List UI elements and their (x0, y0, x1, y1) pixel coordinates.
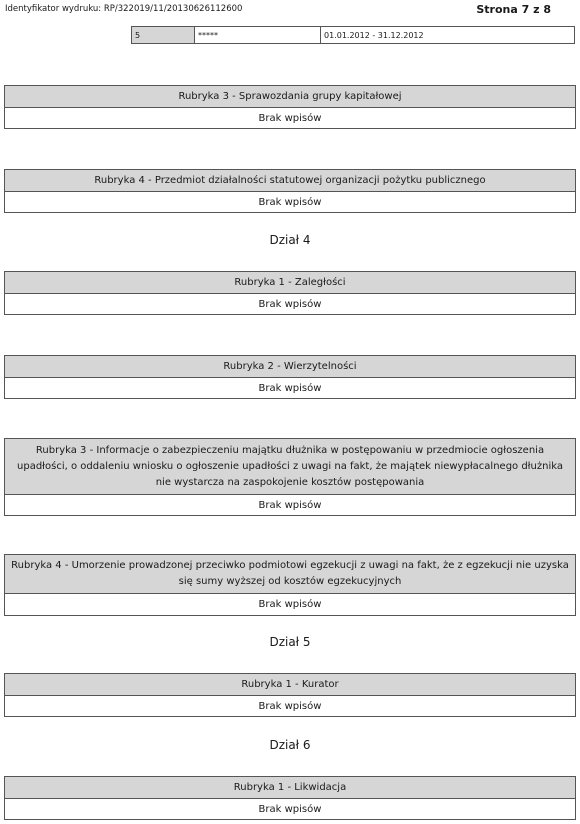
rubryka-section (4, 169, 576, 213)
rubryka-body: Brak wpisów (258, 112, 322, 124)
rubryka-title: Rubryka 4 - Przedmiot działalności statutowej organizacji pożytku publicznego (5, 170, 575, 192)
rubryka-body: Brak wpisów (258, 499, 322, 511)
rubryka-title: Rubryka 2 - Wierzytelności (5, 356, 575, 378)
rubryka-body: Brak wpisów (258, 599, 322, 610)
previous-table-row (131, 26, 575, 44)
rubryka-section (4, 776, 576, 820)
rubryka-body: Brak wpisów (258, 382, 322, 394)
masked-value-cell: ***** (195, 27, 321, 43)
rubryka-body: Brak wpisów (258, 196, 322, 208)
rubryka-body: Brak wpisów (258, 803, 322, 815)
rubryka-title: Rubryka 1 - Likwidacja (5, 777, 575, 799)
rubryka-body: Brak wpisów (258, 298, 322, 310)
row-number-cell: 5 (132, 27, 195, 43)
rubryka-title: Rubryka 4 - Umorzenie prowadzonej przeciwko podmiotowi egzekucji z uwagi na fakt, że z egzekucji nie uzyska się sumy wyższej od kosztów egzekucyjnych (5, 555, 575, 594)
rubryka-section (4, 438, 576, 516)
section-heading: Dział 5 (269, 635, 311, 649)
rubryka-title: Rubryka 3 - Sprawozdania grupy kapitałowej (5, 86, 575, 108)
rubryka-title: Rubryka 1 - Kurator (5, 674, 575, 696)
rubryka-section (4, 85, 576, 129)
rubryka-body: Brak wpisów (258, 700, 322, 712)
print-identifier: Identyfikator wydruku: RP/322019/11/20130626112600 (5, 4, 243, 14)
section-heading: Dział 6 (269, 738, 311, 752)
page-number: Strona 7 z 8 (476, 3, 551, 16)
rubryka-title: Rubryka 3 - Informacje o zabezpieczeniu majątku dłużnika w postępowaniu w przedmiocie ogłoszenia upadłości, o oddaleniu wniosku o ogłoszenie upadłości z uwagi na fakt, że majątek niewypłacalnego dłużnika nie wystarcza na zaspokojenie kosztów postępowania (5, 439, 575, 495)
section-heading: Dział 4 (269, 233, 311, 247)
rubryka-section (4, 355, 576, 399)
rubryka-section (4, 673, 576, 717)
rubryka-section (4, 554, 576, 616)
date-range-cell: 01.01.2012 - 31.12.2012 (324, 30, 424, 40)
rubryka-section (4, 271, 576, 315)
rubryka-title: Rubryka 1 - Zaległości (5, 272, 575, 294)
